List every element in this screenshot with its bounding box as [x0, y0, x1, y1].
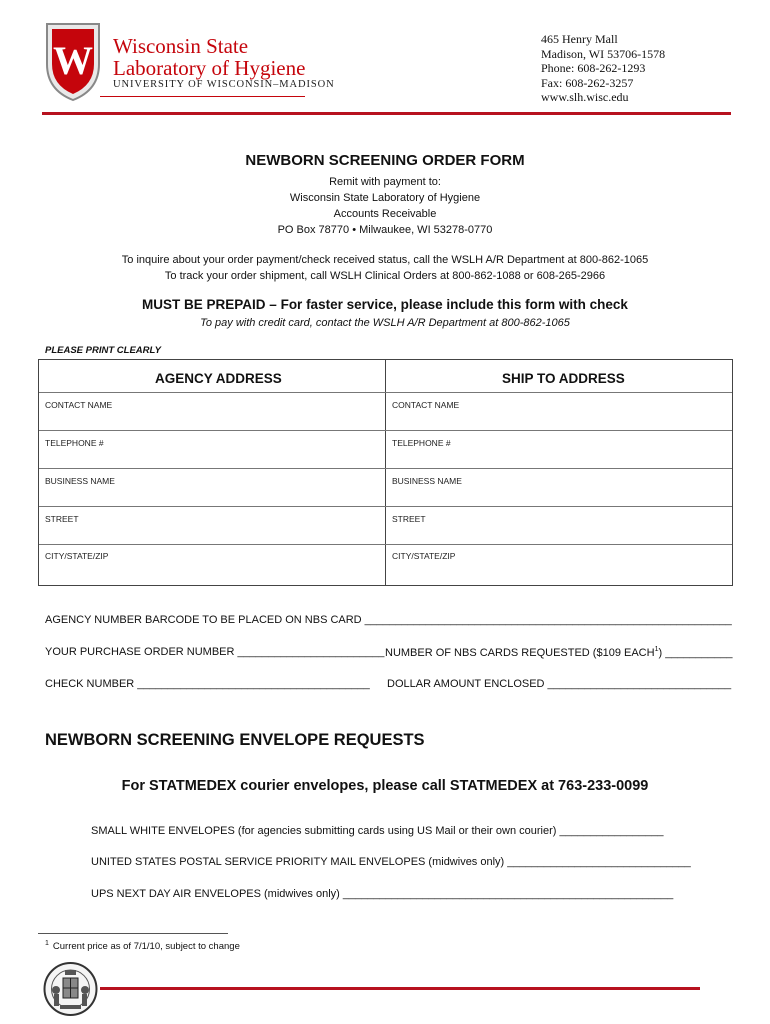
row-divider — [39, 430, 732, 431]
org-university: UNIVERSITY OF WISCONSIN–MADISON — [113, 79, 335, 90]
remit-block — [0, 174, 770, 238]
check-number-field[interactable]: CHECK NUMBER ______________________________________ — [45, 678, 370, 690]
address-street: 465 Henry Mall — [541, 32, 618, 46]
remit-line: Remit with payment to: — [329, 176, 441, 188]
row-divider — [39, 468, 732, 469]
ship-business-name-field[interactable]: BUSINESS NAME — [392, 476, 462, 486]
org-name-line1: Wisconsin State — [113, 34, 249, 58]
nbs-cards-label: NUMBER OF NBS CARDS REQUESTED ($109 EACH — [385, 647, 655, 659]
footer-rule — [100, 987, 700, 990]
nbs-cards-field[interactable] — [385, 646, 732, 659]
statmedex-notice: For STATMEDEX courier envelopes, please call STATMEDEX at 763-233-0099 — [121, 778, 649, 794]
address-city: Madison, WI 53706-1578 — [541, 46, 666, 61]
ups-next-day-envelopes-field[interactable]: UPS NEXT DAY AIR ENVELOPES (midwives only) ______________________________________________________ — [91, 888, 674, 900]
remit-line: PO Box 78770 • Milwaukee, WI 53278-0770 — [277, 224, 493, 236]
agency-city-state-zip-field[interactable]: CITY/STATE/ZIP — [45, 551, 109, 561]
phone: Phone: 608-262-1293 — [541, 61, 646, 75]
agency-street-field[interactable]: STREET — [45, 514, 79, 524]
org-divider — [100, 96, 305, 97]
small-white-envelopes-field[interactable]: SMALL WHITE ENVELOPES (for agencies submitting cards using US Mail or their own courier) _________________ — [91, 825, 664, 837]
address-table — [38, 359, 733, 586]
footnote — [45, 940, 240, 952]
inquiry-line: To inquire about your order payment/check received status, call the WSLH A/R Department at 800-862-1065 — [121, 254, 649, 266]
state-seal-icon — [43, 960, 98, 1018]
prepaid-notice: MUST BE PREPAID – For faster service, please include this form with check — [142, 297, 628, 312]
website: www.slh.wisc.edu — [541, 90, 629, 104]
credit-card-note: To pay with credit card, contact the WSLH A/R Department at 800-862-1065 — [200, 317, 570, 329]
purchase-order-field[interactable]: YOUR PURCHASE ORDER NUMBER ________________________ — [45, 646, 385, 658]
remit-line: Accounts Receivable — [333, 208, 437, 220]
header-rule — [42, 112, 731, 115]
agency-address-header: AGENCY ADDRESS — [155, 371, 282, 386]
ship-contact-name-field[interactable]: CONTACT NAME — [392, 400, 460, 410]
inquiry-line: To track your order shipment, call WSLH Clinical Orders at 800-862-1088 or 608-265-2966 — [164, 270, 606, 282]
row-divider — [39, 544, 732, 545]
footnote-rule — [38, 933, 228, 934]
print-clearly-label: PLEASE PRINT CLEARLY — [45, 345, 161, 356]
agency-contact-name-field[interactable]: CONTACT NAME — [45, 400, 113, 410]
nbs-cards-blank: ) ___________ — [658, 647, 733, 659]
footnote-mark: 1 — [45, 940, 49, 947]
ship-street-field[interactable]: STREET — [392, 514, 426, 524]
agency-telephone-field[interactable]: TELEPHONE # — [45, 438, 104, 448]
row-divider — [39, 506, 732, 507]
remit-line: Wisconsin State Laboratory of Hygiene — [289, 192, 481, 204]
envelope-requests-title: NEWBORN SCREENING ENVELOPE REQUESTS — [45, 731, 425, 749]
inquiry-block — [0, 252, 770, 284]
ship-city-state-zip-field[interactable]: CITY/STATE/ZIP — [392, 551, 456, 561]
row-divider — [39, 392, 732, 393]
form-title: NEWBORN SCREENING ORDER FORM — [245, 152, 525, 169]
barcode-field[interactable]: AGENCY NUMBER BARCODE TO BE PLACED ON NBS CARD ____________________________________________________________ — [45, 614, 732, 626]
dollar-amount-field[interactable]: DOLLAR AMOUNT ENCLOSED ______________________________ — [387, 678, 732, 690]
agency-business-name-field[interactable]: BUSINESS NAME — [45, 476, 115, 486]
column-divider — [385, 360, 386, 585]
fax: Fax: 608-262-3257 — [541, 75, 634, 90]
footnote-text: Current price as of 7/1/10, subject to change — [52, 941, 240, 952]
ship-to-address-header: SHIP TO ADDRESS — [502, 371, 625, 386]
usps-priority-envelopes-field[interactable]: UNITED STATES POSTAL SERVICE PRIORITY MAIL ENVELOPES (midwives only) ______________________________ — [91, 856, 691, 868]
svg-text:W: W — [53, 38, 93, 83]
uw-crest-logo — [43, 18, 103, 102]
org-name-line2: Laboratory of Hygiene — [113, 56, 306, 80]
ship-telephone-field[interactable]: TELEPHONE # — [392, 438, 451, 448]
footnote-ref: 1 — [654, 646, 659, 653]
contact-block — [541, 32, 665, 105]
